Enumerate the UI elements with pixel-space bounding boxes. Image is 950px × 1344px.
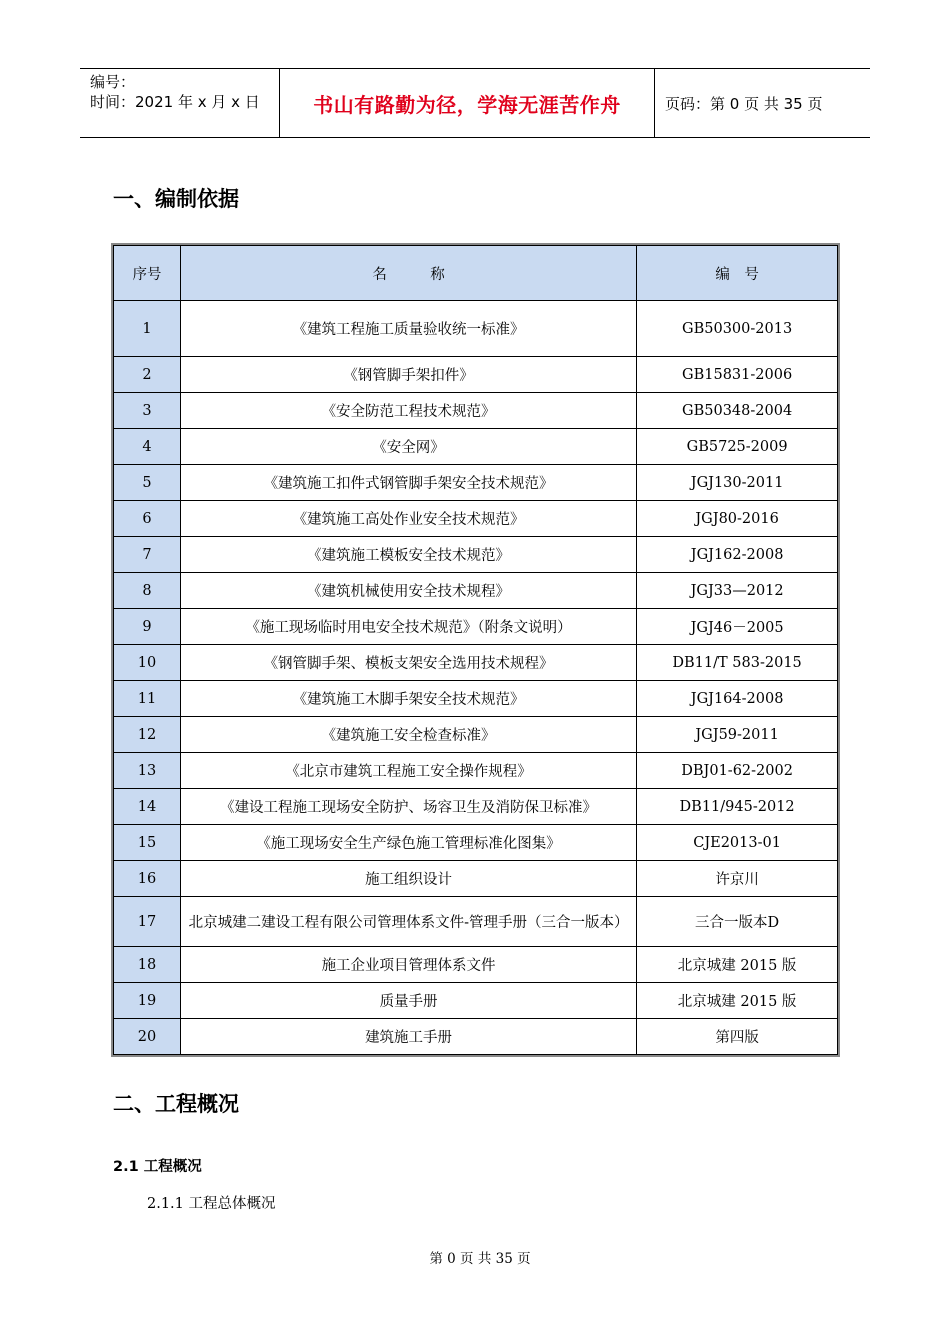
row-code: JGJ33—2012 bbox=[637, 573, 838, 609]
table-row bbox=[114, 897, 838, 947]
row-code: 三合一版本D bbox=[637, 897, 838, 947]
page-info: 页码：第 0 页 共 35 页 bbox=[665, 94, 823, 113]
row-name: 《施工现场安全生产绿色施工管理标准化图集》 bbox=[180, 825, 636, 861]
row-index: 2 bbox=[114, 357, 181, 393]
row-index: 1 bbox=[114, 301, 181, 357]
row-code: 许京川 bbox=[637, 861, 838, 897]
row-code: 北京城建 2015 版 bbox=[637, 983, 838, 1019]
table-row bbox=[114, 429, 838, 465]
row-code: DB11/T 583-2015 bbox=[637, 645, 838, 681]
row-index: 11 bbox=[114, 681, 181, 717]
row-name: 《建筑工程施工质量验收统一标准》 bbox=[180, 301, 636, 357]
row-index: 8 bbox=[114, 573, 181, 609]
table-row bbox=[114, 609, 838, 645]
row-index: 16 bbox=[114, 861, 181, 897]
table-row bbox=[114, 537, 838, 573]
row-code: JGJ162-2008 bbox=[637, 537, 838, 573]
row-name: 《钢管脚手架扣件》 bbox=[180, 357, 636, 393]
row-index: 9 bbox=[114, 609, 181, 645]
row-code: DBJ01-62-2002 bbox=[637, 753, 838, 789]
row-index: 12 bbox=[114, 717, 181, 753]
row-name: 《建筑施工安全检查标准》 bbox=[180, 717, 636, 753]
table-row bbox=[114, 465, 838, 501]
page-header bbox=[80, 68, 870, 138]
row-name: 质量手册 bbox=[180, 983, 636, 1019]
table-row bbox=[114, 645, 838, 681]
table-row bbox=[114, 357, 838, 393]
row-index: 20 bbox=[114, 1019, 181, 1055]
row-index: 14 bbox=[114, 789, 181, 825]
row-index: 3 bbox=[114, 393, 181, 429]
table-row bbox=[114, 947, 838, 983]
subsubsection-title: 2.1.1 工程总体概况 bbox=[147, 1196, 276, 1212]
row-name: 建筑施工手册 bbox=[180, 1019, 636, 1055]
section-title-basis: 一、编制依据 bbox=[113, 187, 239, 211]
row-name: 施工企业项目管理体系文件 bbox=[180, 947, 636, 983]
header-code: 编 号 bbox=[637, 246, 838, 301]
table-row bbox=[114, 983, 838, 1019]
row-index: 15 bbox=[114, 825, 181, 861]
row-name: 《钢管脚手架、模板支架安全选用技术规程》 bbox=[180, 645, 636, 681]
motto: 书山有路勤为径，学海无涯苦作舟 bbox=[280, 69, 655, 137]
row-code: DB11/945-2012 bbox=[637, 789, 838, 825]
row-index: 4 bbox=[114, 429, 181, 465]
row-index: 7 bbox=[114, 537, 181, 573]
row-index: 17 bbox=[114, 897, 181, 947]
row-code: JGJ130-2011 bbox=[637, 465, 838, 501]
table-row bbox=[114, 681, 838, 717]
row-name: 施工组织设计 bbox=[180, 861, 636, 897]
header-left-cell bbox=[80, 69, 280, 137]
row-code: JGJ164-2008 bbox=[637, 681, 838, 717]
row-index: 6 bbox=[114, 501, 181, 537]
table-row bbox=[114, 393, 838, 429]
header-name: 名 称 bbox=[180, 246, 636, 301]
row-index: 10 bbox=[114, 645, 181, 681]
row-name: 《建筑施工高处作业安全技术规范》 bbox=[180, 501, 636, 537]
row-name: 《安全防范工程技术规范》 bbox=[180, 393, 636, 429]
table-row bbox=[114, 1019, 838, 1055]
row-code: GB5725-2009 bbox=[637, 429, 838, 465]
row-name: 《施工现场临时用电安全技术规范》（附条文说明） bbox=[180, 609, 636, 645]
table-row bbox=[114, 501, 838, 537]
row-name: 《建筑施工扣件式钢管脚手架安全技术规范》 bbox=[180, 465, 636, 501]
row-code: GB50348-2004 bbox=[637, 393, 838, 429]
row-code: GB15831-2006 bbox=[637, 357, 838, 393]
subsection-title: 2.1 工程概况 bbox=[113, 1159, 202, 1175]
row-name: 《建筑机械使用安全技术规程》 bbox=[180, 573, 636, 609]
row-name: 《北京市建筑工程施工安全操作规程》 bbox=[180, 753, 636, 789]
row-code: JGJ59-2011 bbox=[637, 717, 838, 753]
table-row bbox=[114, 573, 838, 609]
reference-table bbox=[113, 245, 838, 1055]
table-row bbox=[114, 789, 838, 825]
row-index: 19 bbox=[114, 983, 181, 1019]
row-code: JGJ46－2005 bbox=[637, 609, 838, 645]
page-footer: 第 0 页 共 35 页 bbox=[429, 1251, 531, 1267]
section-title-overview: 二、工程概况 bbox=[113, 1092, 239, 1116]
row-name: 北京城建二建设工程有限公司管理体系文件-管理手册（三合一版本） bbox=[180, 897, 636, 947]
row-code: 北京城建 2015 版 bbox=[637, 947, 838, 983]
row-code: JGJ80-2016 bbox=[637, 501, 838, 537]
table-row bbox=[114, 753, 838, 789]
row-index: 18 bbox=[114, 947, 181, 983]
row-name: 《建筑施工模板安全技术规范》 bbox=[180, 537, 636, 573]
table-row bbox=[114, 301, 838, 357]
table-row bbox=[114, 825, 838, 861]
header-index: 序号 bbox=[114, 246, 181, 301]
row-name: 《安全网》 bbox=[180, 429, 636, 465]
row-code: CJE2013-01 bbox=[637, 825, 838, 861]
time-label: 时间：2021 年 x 月 x 日 bbox=[90, 93, 260, 111]
table-row bbox=[114, 717, 838, 753]
row-name: 《建筑施工木脚手架安全技术规范》 bbox=[180, 681, 636, 717]
number-label: 编号： bbox=[90, 73, 136, 91]
table-header-row bbox=[114, 246, 838, 301]
row-code: 第四版 bbox=[637, 1019, 838, 1055]
row-code: GB50300-2013 bbox=[637, 301, 838, 357]
table-row bbox=[114, 861, 838, 897]
row-index: 13 bbox=[114, 753, 181, 789]
row-name: 《建设工程施工现场安全防护、场容卫生及消防保卫标准》 bbox=[180, 789, 636, 825]
row-index: 5 bbox=[114, 465, 181, 501]
